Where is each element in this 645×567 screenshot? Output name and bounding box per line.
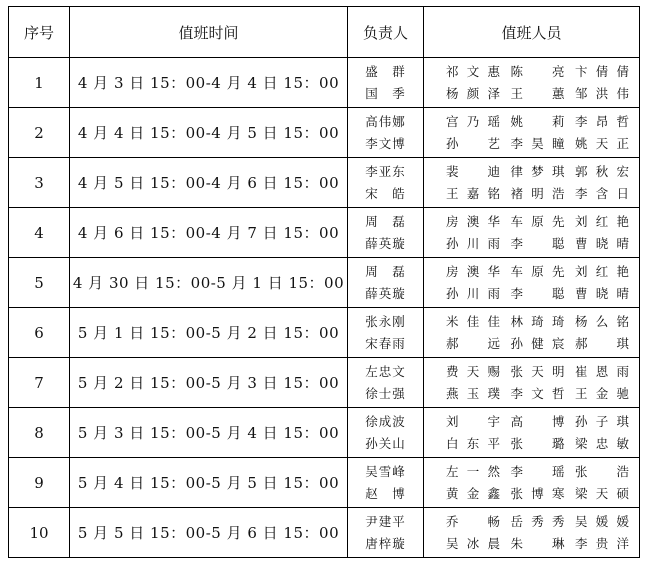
staff-member-name: 李 瑶 — [510, 463, 565, 479]
person-in-charge-name: 周 磊 — [365, 213, 406, 229]
row-persons-in-charge — [348, 58, 424, 108]
staff-member-name: 陈 亮 — [510, 63, 565, 79]
row-persons-in-charge — [348, 208, 424, 258]
staff-member-name: 梁忠敏 — [575, 435, 629, 451]
staff-member-name: 李含日 — [575, 185, 629, 201]
table-row — [9, 358, 640, 408]
row-serial-number: 1 — [9, 58, 70, 108]
staff-member-name: 律梦琪 — [510, 163, 565, 179]
person-in-charge-name: 薛英璇 — [365, 285, 406, 301]
row-persons-in-charge — [348, 308, 424, 358]
staff-member-name: 白东平 — [446, 435, 500, 451]
row-persons-in-charge — [348, 408, 424, 458]
table-row — [9, 208, 640, 258]
staff-line — [424, 161, 639, 183]
staff-member-name: 李贵洋 — [575, 535, 629, 551]
staff-member-name: 张 浩 — [575, 463, 629, 479]
staff-line — [424, 83, 639, 105]
header-serial-number: 序号 — [9, 7, 70, 58]
staff-member-name: 郝 琪 — [575, 335, 629, 351]
table-row — [9, 258, 640, 308]
staff-member-name: 王金驰 — [575, 385, 629, 401]
staff-line — [424, 311, 639, 333]
staff-member-name: 燕玉璞 — [446, 385, 500, 401]
table-row — [9, 108, 640, 158]
row-serial-number: 9 — [9, 458, 70, 508]
staff-member-name: 邹洪伟 — [575, 85, 629, 101]
table-row — [9, 458, 640, 508]
staff-line — [424, 461, 639, 483]
person-in-charge-name: 李文博 — [365, 135, 406, 151]
staff-member-name: 孙 艺 — [446, 135, 500, 151]
table-row — [9, 308, 640, 358]
table-row — [9, 508, 640, 558]
staff-line — [424, 333, 639, 355]
staff-member-name: 孙健宸 — [510, 335, 565, 351]
row-duty-staff — [424, 308, 640, 358]
person-in-charge-name: 周 磊 — [365, 263, 406, 279]
staff-member-name: 李昊瞳 — [510, 135, 565, 151]
staff-line — [424, 483, 639, 505]
staff-member-name: 姚 莉 — [510, 113, 565, 129]
staff-member-name: 乔 畅 — [446, 513, 500, 529]
header-duty-time: 值班时间 — [70, 7, 348, 58]
person-in-charge-name: 李亚东 — [365, 163, 406, 179]
staff-member-name: 黄金鑫 — [446, 485, 500, 501]
staff-member-name: 左一然 — [446, 463, 500, 479]
staff-member-name: 褚明浩 — [510, 185, 565, 201]
staff-member-name: 房澳华 — [446, 213, 500, 229]
staff-member-name: 刘红艳 — [575, 213, 629, 229]
staff-member-name: 吴媛媛 — [575, 513, 629, 529]
staff-line — [424, 133, 639, 155]
staff-member-name: 张 璐 — [510, 435, 565, 451]
table-row — [9, 408, 640, 458]
staff-member-name: 王 蕙 — [510, 85, 565, 101]
person-in-charge-name: 国 季 — [365, 85, 406, 101]
person-in-charge-name: 赵 博 — [365, 485, 406, 501]
row-duty-time: 4 月 5 日 15：00-4 月 6 日 15：00 — [70, 158, 348, 208]
row-duty-time: 5 月 4 日 15：00-5 月 5 日 15：00 — [70, 458, 348, 508]
row-duty-time: 4 月 30 日 15：00-5 月 1 日 15：00 — [70, 258, 348, 308]
staff-member-name: 曹晓晴 — [575, 235, 629, 251]
staff-member-name: 张博寒 — [510, 485, 565, 501]
row-duty-time: 5 月 2 日 15：00-5 月 3 日 15：00 — [70, 358, 348, 408]
staff-line — [424, 433, 639, 455]
header-person-in-charge: 负责人 — [348, 7, 424, 58]
row-persons-in-charge — [348, 458, 424, 508]
row-duty-time: 4 月 3 日 15：00-4 月 4 日 15：00 — [70, 58, 348, 108]
row-serial-number: 8 — [9, 408, 70, 458]
staff-line — [424, 511, 639, 533]
staff-member-name: 姚天正 — [575, 135, 629, 151]
row-serial-number: 6 — [9, 308, 70, 358]
staff-member-name: 郝 远 — [446, 335, 500, 351]
staff-member-name: 李 聪 — [510, 235, 565, 251]
row-duty-staff — [424, 508, 640, 558]
table-row — [9, 158, 640, 208]
person-in-charge-name: 孙关山 — [365, 435, 406, 451]
staff-line — [424, 533, 639, 555]
staff-member-name: 王嘉铭 — [446, 185, 500, 201]
person-in-charge-name: 吴雪峰 — [365, 463, 406, 479]
staff-member-name: 张天明 — [510, 363, 565, 379]
row-serial-number: 4 — [9, 208, 70, 258]
person-in-charge-name: 薛英璇 — [365, 235, 406, 251]
row-duty-staff — [424, 258, 640, 308]
staff-member-name: 曹晓晴 — [575, 285, 629, 301]
person-in-charge-name: 唐梓璇 — [365, 535, 406, 551]
staff-member-name: 崔恩雨 — [575, 363, 629, 379]
staff-member-name: 刘红艳 — [575, 263, 629, 279]
row-duty-time: 4 月 6 日 15：00-4 月 7 日 15：00 — [70, 208, 348, 258]
staff-member-name: 费天赐 — [446, 363, 500, 379]
row-duty-staff — [424, 158, 640, 208]
table-body — [9, 58, 640, 558]
staff-line — [424, 183, 639, 205]
staff-line — [424, 111, 639, 133]
staff-line — [424, 61, 639, 83]
person-in-charge-name: 宋 皓 — [365, 185, 406, 201]
staff-member-name: 郭秋宏 — [575, 163, 629, 179]
staff-member-name: 梁天硕 — [575, 485, 629, 501]
staff-line — [424, 361, 639, 383]
staff-member-name: 杨么铭 — [575, 313, 629, 329]
person-in-charge-name: 徐士强 — [365, 385, 406, 401]
row-duty-staff — [424, 358, 640, 408]
staff-member-name: 裴 迪 — [446, 163, 500, 179]
staff-line — [424, 261, 639, 283]
staff-member-name: 孙川雨 — [446, 235, 500, 251]
duty-schedule-table — [8, 6, 640, 558]
row-serial-number: 3 — [9, 158, 70, 208]
row-serial-number: 2 — [9, 108, 70, 158]
person-in-charge-name: 高伟娜 — [365, 113, 406, 129]
row-persons-in-charge — [348, 358, 424, 408]
table-row — [9, 58, 640, 108]
row-duty-time: 5 月 1 日 15：00-5 月 2 日 15：00 — [70, 308, 348, 358]
staff-member-name: 孙子琪 — [575, 413, 629, 429]
row-persons-in-charge — [348, 108, 424, 158]
person-in-charge-name: 徐成波 — [365, 413, 406, 429]
staff-member-name: 高 博 — [510, 413, 565, 429]
row-duty-time: 5 月 5 日 15：00-5 月 6 日 15：00 — [70, 508, 348, 558]
row-duty-time: 4 月 4 日 15：00-4 月 5 日 15：00 — [70, 108, 348, 158]
staff-member-name: 孙川雨 — [446, 285, 500, 301]
staff-line — [424, 383, 639, 405]
row-persons-in-charge — [348, 508, 424, 558]
staff-member-name: 李文哲 — [510, 385, 565, 401]
row-duty-staff — [424, 58, 640, 108]
staff-line — [424, 233, 639, 255]
row-persons-in-charge — [348, 158, 424, 208]
row-duty-staff — [424, 208, 640, 258]
staff-member-name: 米佳佳 — [446, 313, 500, 329]
row-duty-staff — [424, 108, 640, 158]
staff-line — [424, 283, 639, 305]
staff-member-name: 刘 宇 — [446, 413, 500, 429]
row-serial-number: 10 — [9, 508, 70, 558]
staff-member-name: 房澳华 — [446, 263, 500, 279]
staff-line — [424, 411, 639, 433]
staff-line — [424, 211, 639, 233]
person-in-charge-name: 张永刚 — [365, 313, 406, 329]
header-duty-staff: 值班人员 — [424, 7, 640, 58]
row-duty-staff — [424, 458, 640, 508]
staff-member-name: 李昂哲 — [575, 113, 629, 129]
row-duty-staff — [424, 408, 640, 458]
person-in-charge-name: 左忠文 — [365, 363, 406, 379]
person-in-charge-name: 盛 群 — [365, 63, 406, 79]
staff-member-name: 车原先 — [510, 263, 565, 279]
row-serial-number: 7 — [9, 358, 70, 408]
duty-schedule-sheet — [8, 6, 640, 558]
staff-member-name: 车原先 — [510, 213, 565, 229]
staff-member-name: 宫乃瑶 — [446, 113, 500, 129]
staff-member-name: 李 聪 — [510, 285, 565, 301]
person-in-charge-name: 宋春雨 — [365, 335, 406, 351]
staff-member-name: 吴冰晨 — [446, 535, 500, 551]
staff-member-name: 岳秀秀 — [510, 513, 565, 529]
row-persons-in-charge — [348, 258, 424, 308]
table-header-row — [9, 7, 640, 58]
staff-member-name: 林琦琦 — [510, 313, 565, 329]
staff-member-name: 卞倩倩 — [575, 63, 629, 79]
row-serial-number: 5 — [9, 258, 70, 308]
person-in-charge-name: 尹建平 — [365, 513, 406, 529]
row-duty-time: 5 月 3 日 15：00-5 月 4 日 15：00 — [70, 408, 348, 458]
staff-member-name: 祁文惠 — [446, 63, 500, 79]
staff-member-name: 杨颜泽 — [446, 85, 500, 101]
staff-member-name: 朱 琳 — [510, 535, 565, 551]
